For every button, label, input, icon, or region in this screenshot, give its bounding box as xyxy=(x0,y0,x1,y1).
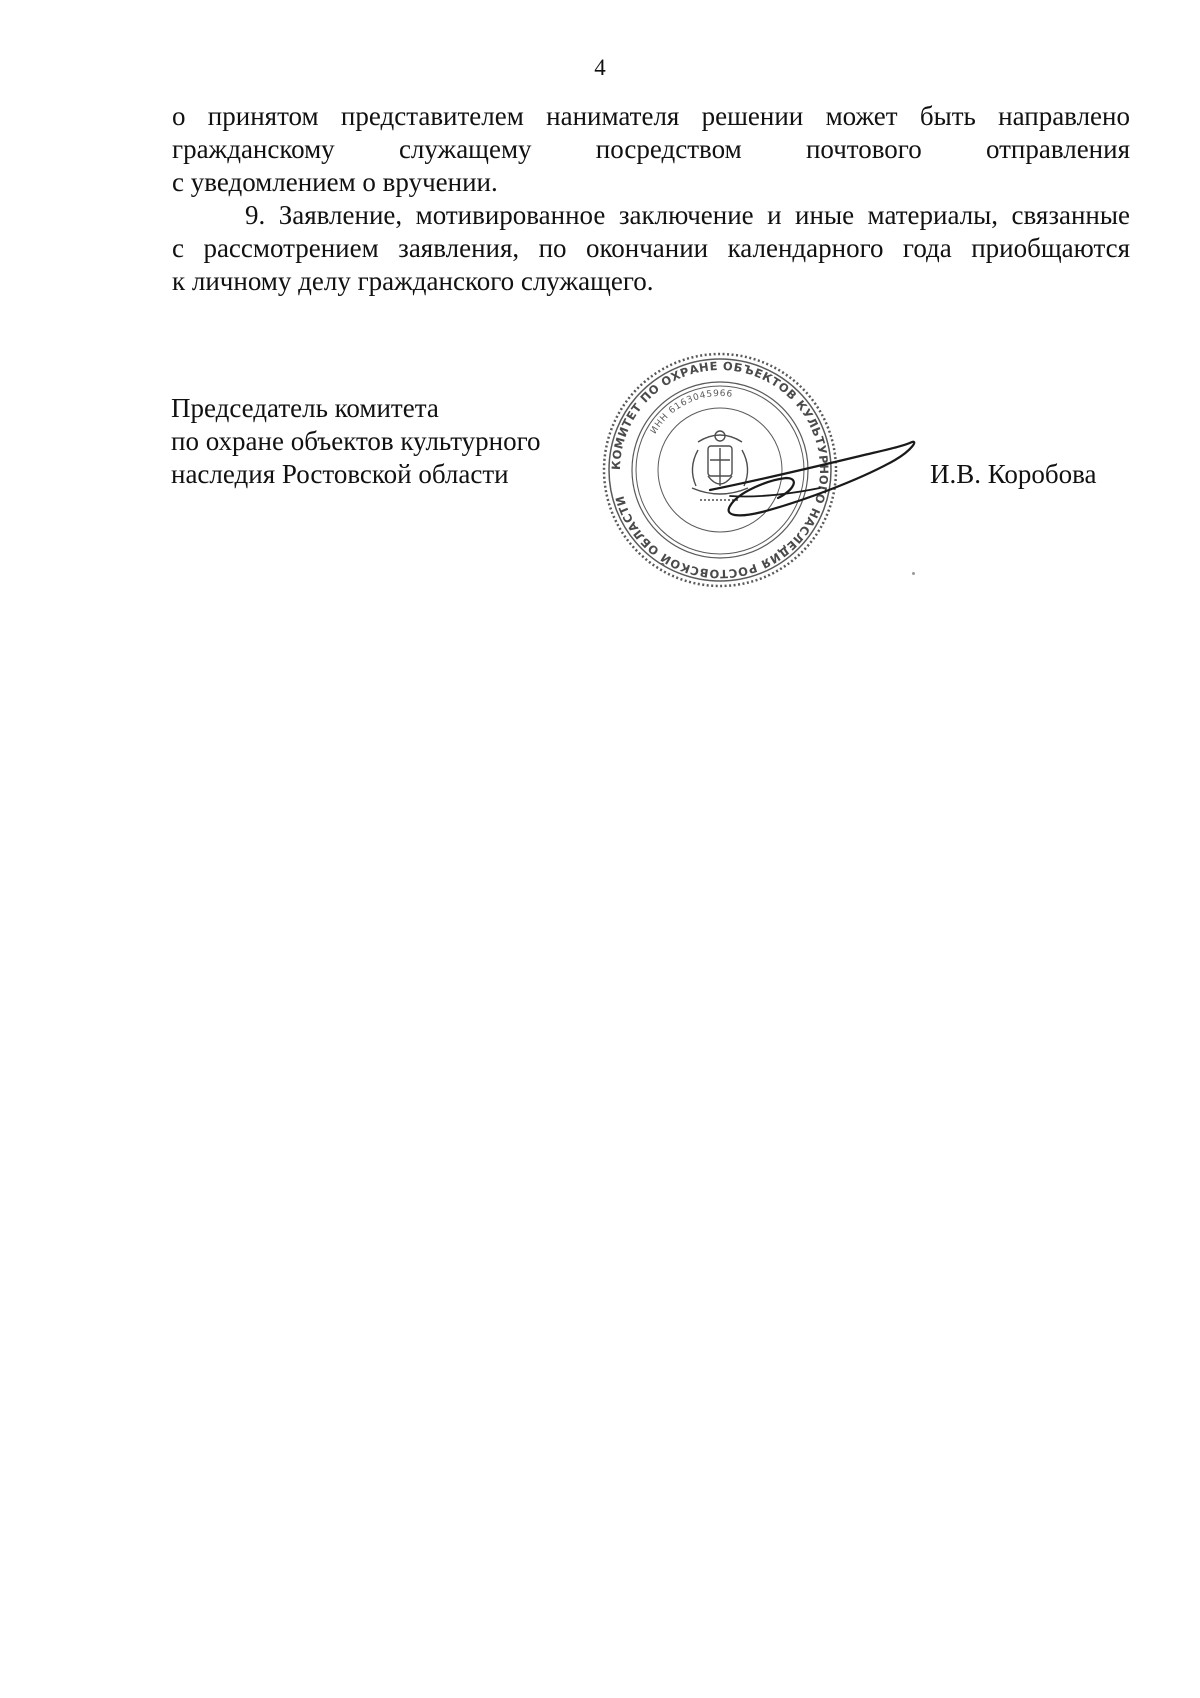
signatory-position xyxy=(171,392,541,491)
text-line: с рассмотрением заявления, по окончании календарного года приобщаются xyxy=(172,233,1130,263)
text-line: о принятом представителем нанимателя решении может быть направлено xyxy=(172,101,1130,131)
seal-inner-text: ИНН 6163045966 xyxy=(649,388,734,436)
text-line: 9. Заявление, мотивированное заключение и иные материалы, связанные xyxy=(245,200,1130,230)
paragraph-item-9 xyxy=(172,199,1130,298)
paragraph-decision-notice xyxy=(172,100,1130,199)
handwritten-signature xyxy=(690,420,930,530)
position-line: наследия Ростовской области xyxy=(171,459,509,489)
scan-speck xyxy=(912,572,915,575)
text-line: к личному делу гражданского служащего. xyxy=(172,266,654,296)
position-line: Председатель комитета xyxy=(171,393,439,423)
text-line: гражданскому служащему посредством почтового отправления xyxy=(172,134,1130,164)
text-line: с уведомлением о вручении. xyxy=(172,167,498,197)
seal-outer-text: КОМИТЕТ ПО ОХРАНЕ ОБЪЕКТОВ КУЛЬТУРНОГО НАСЛЕДИЯ РОСТОВСКОЙ ОБЛАСТИ xyxy=(608,358,832,582)
signer-name: И.В. Коробова xyxy=(930,459,1097,489)
position-line: по охране объектов культурного xyxy=(171,426,541,456)
signature-graphic xyxy=(690,420,930,530)
page-number: 4 xyxy=(594,55,606,80)
document-body xyxy=(172,100,1130,298)
